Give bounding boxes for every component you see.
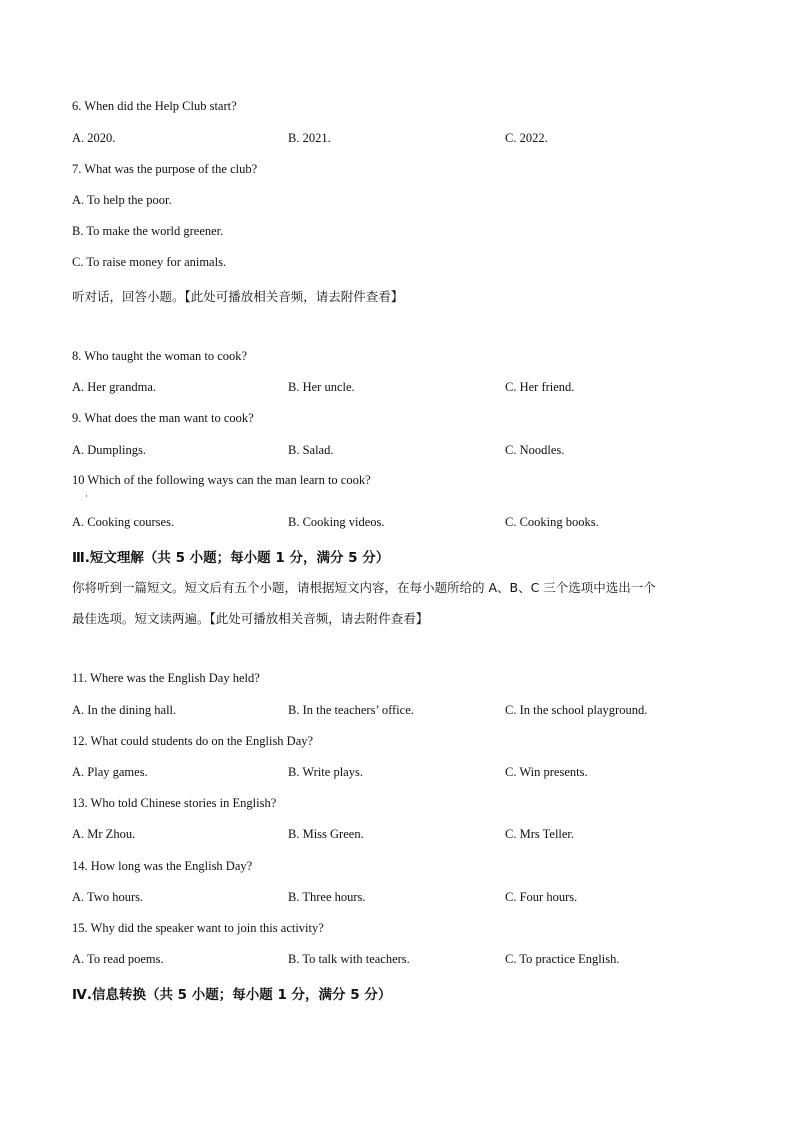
question-8-option-b: B. Her uncle. (288, 380, 355, 394)
question-12-option-c: C. Win presents. (505, 765, 588, 779)
question-15-stem: 15. Why did the speaker want to join this activity? (72, 921, 324, 935)
question-13-option-c: C. Mrs Teller. (505, 827, 575, 841)
dialog-instruction: 听对话，回答小题。【此处可播放相关音频，请去附件查看】 (72, 289, 404, 304)
question-12-stem: 12. What could students do on the English Day? (72, 734, 314, 748)
question-11-option-c: C. In the school playground. (505, 703, 648, 717)
section-3-instruction-line-1: 你将听到一篇短文。短文后有五个小题，请根据短文内容，在每小题所给的 A、B、C 三个选项中选出一个 (72, 580, 656, 595)
question-9-option-a: A. Dumplings. (72, 443, 146, 457)
question-12-option-b: B. Write plays. (288, 765, 363, 779)
question-10-stem: 10 Which of the following ways can the man learn to cook? (72, 473, 371, 487)
question-8-option-a: A. Her grandma. (72, 380, 156, 394)
question-7-stem: 7. What was the purpose of the club? (72, 162, 258, 176)
section-4-heading: Ⅳ.信息转换（共 5 小题；每小题 1 分，满分 5 分） (72, 987, 392, 1003)
question-15-option-b: B. To talk with teachers. (288, 952, 410, 966)
question-8-option-c: C. Her friend. (505, 380, 575, 394)
question-6-option-c: C. 2022. (505, 131, 548, 145)
question-15-option-a: A. To read poems. (72, 952, 164, 966)
question-13-option-a: A. Mr Zhou. (72, 827, 136, 841)
question-10-option-a: A. Cooking courses. (72, 515, 175, 529)
question-8-stem: 8. Who taught the woman to cook? (72, 349, 248, 363)
question-14-option-a: A. Two hours. (72, 890, 144, 904)
question-9-option-c: C. Noodles. (505, 443, 565, 457)
question-6-option-b: B. 2021. (288, 131, 331, 145)
question-12-option-a: A. Play games. (72, 765, 148, 779)
question-13-stem: 13. Who told Chinese stories in English? (72, 796, 277, 810)
question-11-option-a: A. In the dining hall. (72, 703, 177, 717)
stray-mark: · (85, 491, 88, 501)
question-6-stem: 6. When did the Help Club start? (72, 99, 237, 113)
question-14-stem: 14. How long was the English Day? (72, 859, 253, 873)
question-10-option-c: C. Cooking books. (505, 515, 599, 529)
question-7-option-a: A. To help the poor. (72, 193, 172, 207)
question-9-stem: 9. What does the man want to cook? (72, 411, 254, 425)
question-14-option-c: C. Four hours. (505, 890, 578, 904)
section-3-heading: Ⅲ.短文理解（共 5 小题；每小题 1 分，满分 5 分） (72, 550, 390, 566)
question-7-option-b: B. To make the world greener. (72, 224, 224, 238)
section-3-instruction-line-2: 最佳选项。短文读两遍。【此处可播放相关音频，请去附件查看】 (72, 611, 429, 626)
question-14-option-b: B. Three hours. (288, 890, 366, 904)
question-10-option-b: B. Cooking videos. (288, 515, 385, 529)
question-11-option-b: B. In the teachers’ office. (288, 703, 414, 717)
question-11-stem: 11. Where was the English Day held? (72, 671, 260, 685)
question-6-option-a: A. 2020. (72, 131, 116, 145)
question-13-option-b: B. Miss Green. (288, 827, 364, 841)
question-7-option-c: C. To raise money for animals. (72, 255, 227, 269)
question-15-option-c: C. To practice English. (505, 952, 620, 966)
question-9-option-b: B. Salad. (288, 443, 334, 457)
